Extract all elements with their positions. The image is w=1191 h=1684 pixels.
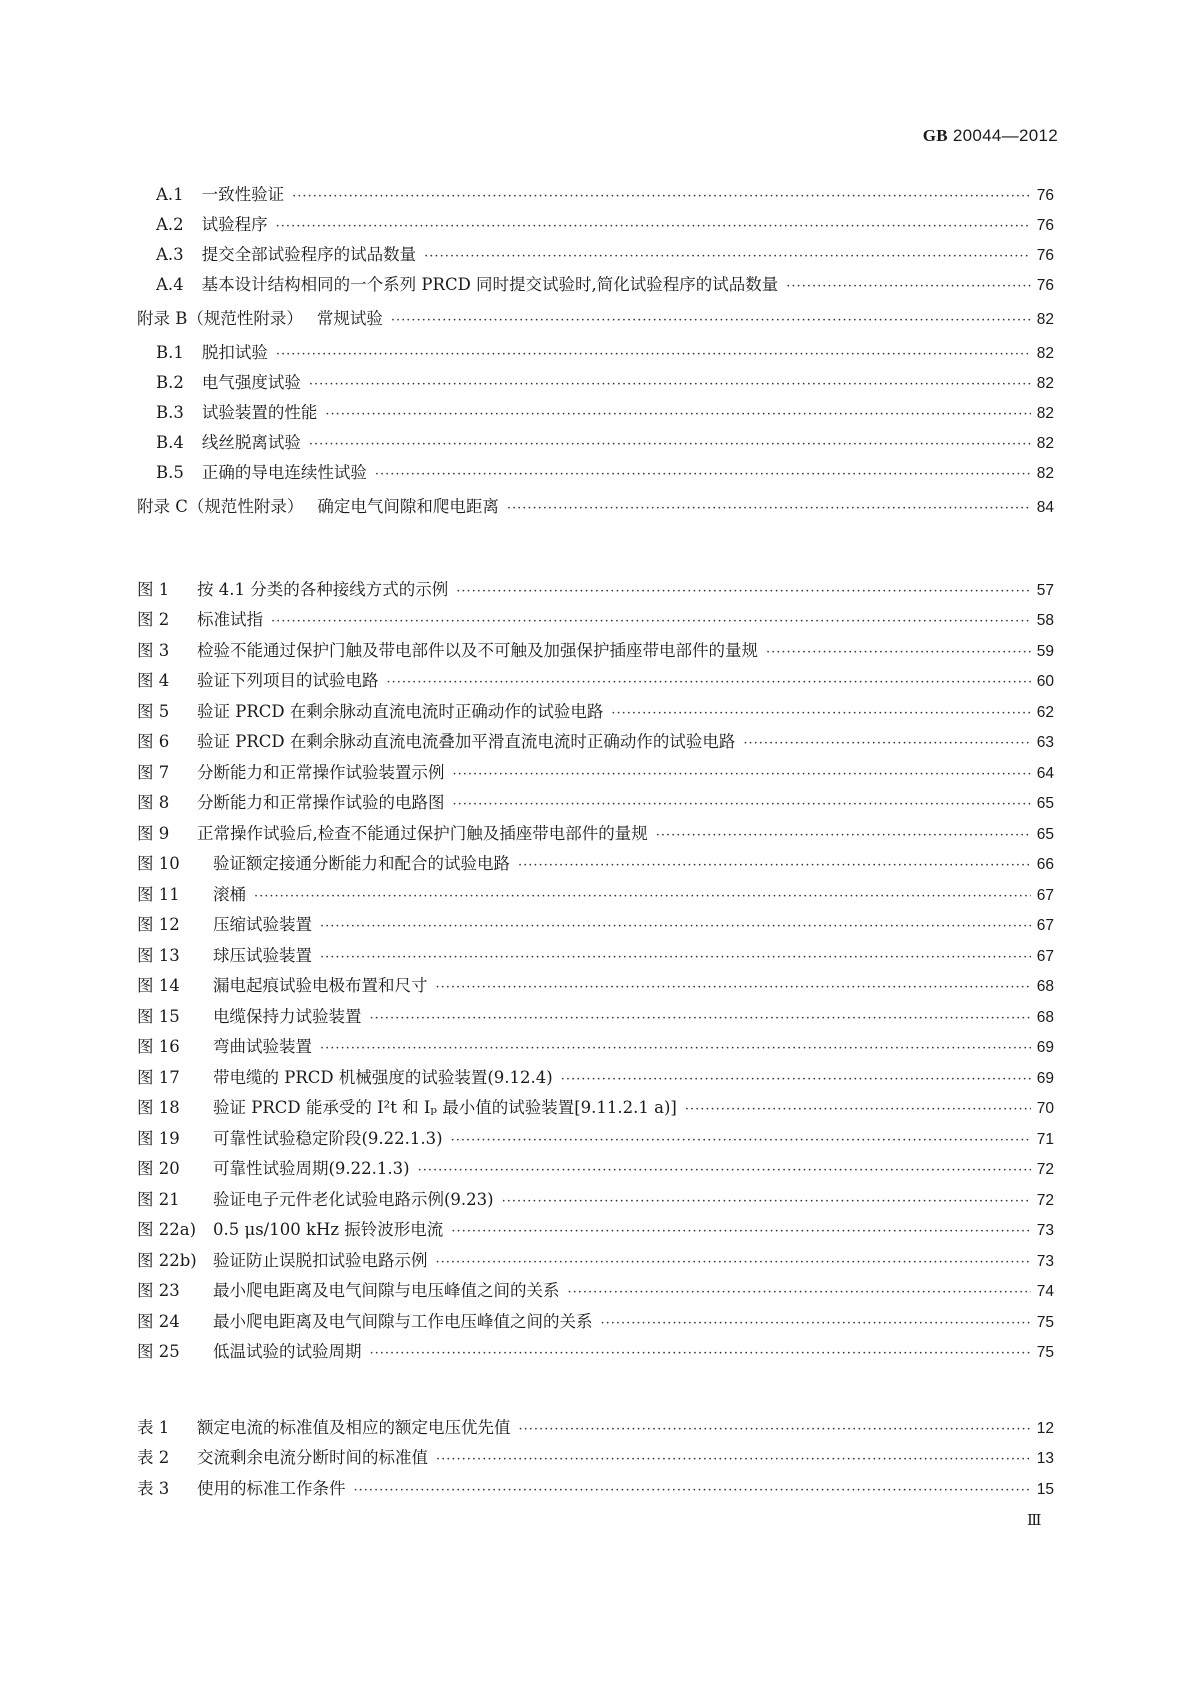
entry-number: 图 18 <box>137 1098 180 1117</box>
entry-title: 分断能力和正常操作试验的电路图 <box>197 793 445 812</box>
entry-page: 73 <box>1036 1253 1054 1270</box>
entry-number: 表 1 <box>137 1418 170 1437</box>
entry-title: 试验程序 <box>201 215 268 234</box>
dot-leader <box>391 310 1031 332</box>
entry-title: 交流剩余电流分断时间的标准值 <box>197 1448 428 1467</box>
entry-number: 表 2 <box>137 1448 170 1467</box>
entry-title: 常规试验 <box>316 309 383 328</box>
entry-page: 67 <box>1036 948 1054 965</box>
entry-number: 图 6 <box>137 732 170 751</box>
toc-entry-figure[interactable] <box>137 1097 1054 1119</box>
entry-title: 漏电起痕试验电极布置和尺寸 <box>213 976 428 995</box>
entry-page: 15 <box>1036 1481 1054 1498</box>
entry-number: 表 3 <box>137 1479 170 1498</box>
entry-page: 73 <box>1036 1222 1054 1239</box>
entry-number: 图 20 <box>137 1159 180 1178</box>
toc-entry-appendix-c[interactable] <box>137 496 1054 518</box>
toc-entry-figure[interactable] <box>137 1280 1054 1302</box>
entry-number: 图 21 <box>137 1190 180 1209</box>
dot-leader <box>568 1282 1031 1304</box>
toc-entry-b4[interactable] <box>156 432 1054 454</box>
entry-page: 60 <box>1036 673 1054 690</box>
entry-number: 图 16 <box>137 1037 180 1056</box>
dot-leader <box>320 1038 1031 1060</box>
entry-number: 图 3 <box>137 641 170 660</box>
entry-page: 65 <box>1036 826 1054 843</box>
entry-number: 图 13 <box>137 946 180 965</box>
entry-page: 82 <box>1036 435 1054 452</box>
entry-page: 76 <box>1036 187 1054 204</box>
entry-page: 74 <box>1036 1283 1054 1300</box>
dot-leader <box>271 611 1031 633</box>
toc-entry-figure[interactable] <box>137 975 1054 997</box>
entry-number: 图 10 <box>137 854 180 873</box>
appendix-label: 附录 C（规范性附录） <box>137 497 304 516</box>
entry-title: 使用的标准工作条件 <box>197 1479 346 1498</box>
entry-title: 脱扣试验 <box>201 343 268 362</box>
entry-title: 一致性验证 <box>201 185 285 204</box>
entry-title: 最小爬电距离及电气间隙与工作电压峰值之间的关系 <box>213 1312 593 1331</box>
entry-page: 75 <box>1036 1344 1054 1361</box>
dot-leader <box>502 1191 1031 1213</box>
dot-leader <box>387 672 1031 694</box>
toc-entry-table[interactable] <box>137 1417 1054 1439</box>
dot-leader <box>276 216 1031 238</box>
entry-page: 68 <box>1036 978 1054 995</box>
entry-number: 图 12 <box>137 915 180 934</box>
dot-leader <box>320 947 1031 969</box>
toc-entry-figure[interactable] <box>137 945 1054 967</box>
entry-page: 64 <box>1036 765 1054 782</box>
entry-title: 线丝脱离试验 <box>201 433 301 452</box>
dot-leader <box>656 825 1031 847</box>
entry-title: 基本设计结构相同的一个系列 PRCD 同时提交试验时,简化试验程序的试品数量 <box>201 275 779 294</box>
entry-title: 验证防止误脱扣试验电路示例 <box>213 1251 428 1270</box>
toc-entry-figure[interactable] <box>137 1311 1054 1333</box>
entry-number: 图 17 <box>137 1068 180 1087</box>
dot-leader <box>370 1343 1031 1365</box>
entry-page: 67 <box>1036 887 1054 904</box>
toc-entry-figure[interactable] <box>137 1006 1054 1028</box>
toc-entry-figure[interactable] <box>137 1341 1054 1363</box>
dot-leader <box>276 344 1031 366</box>
toc-entry-figure[interactable] <box>137 1250 1054 1272</box>
entry-title: 检验不能通过保护门触及带电部件以及不可触及加强保护插座带电部件的量规 <box>197 641 758 660</box>
entry-page: 71 <box>1036 1131 1054 1148</box>
toc-entry-figure[interactable] <box>137 609 1054 631</box>
dot-leader <box>685 1099 1031 1121</box>
entry-title: 标准试指 <box>197 610 263 629</box>
dot-leader <box>418 1160 1031 1182</box>
entry-number: 图 24 <box>137 1312 180 1331</box>
toc-entry-figure[interactable] <box>137 731 1054 753</box>
entry-page: 82 <box>1036 345 1054 362</box>
dot-leader <box>561 1069 1031 1091</box>
toc-entry-figure[interactable] <box>137 701 1054 723</box>
entry-title: 滚桶 <box>213 885 246 904</box>
entry-number: B.3 <box>156 403 184 422</box>
toc-entry-figure[interactable] <box>137 1128 1054 1150</box>
page-number: Ⅲ <box>1027 1511 1042 1529</box>
entry-number: 图 11 <box>137 885 180 904</box>
entry-page: 13 <box>1036 1450 1054 1467</box>
entry-number: B.2 <box>156 373 184 392</box>
toc-entry-b1[interactable] <box>156 342 1054 364</box>
entry-title: 带电缆的 PRCD 机械强度的试验装置(9.12.4) <box>213 1068 553 1087</box>
dot-leader <box>436 1252 1031 1274</box>
toc-entry-a1[interactable] <box>156 184 1054 206</box>
toc-entry-figure[interactable] <box>137 823 1054 845</box>
toc-entry-a3[interactable] <box>156 244 1054 266</box>
entry-number: A.3 <box>156 245 184 264</box>
entry-title: 验证 PRCD 能承受的 I²t 和 Iₚ 最小值的试验装置[9.11.2.1 a)] <box>213 1098 677 1117</box>
toc-entry-figure[interactable] <box>137 1158 1054 1180</box>
dot-leader <box>451 1130 1031 1152</box>
toc-entry-figure[interactable] <box>137 579 1054 601</box>
entry-page: 68 <box>1036 1009 1054 1026</box>
entry-number: 图 8 <box>137 793 170 812</box>
standard-prefix: GB <box>922 126 948 145</box>
dot-leader <box>451 1221 1030 1243</box>
entry-number: 图 9 <box>137 824 170 843</box>
entry-number: 图 15 <box>137 1007 180 1026</box>
entry-number: 图 1 <box>137 580 170 599</box>
toc-entry-figure[interactable] <box>137 792 1054 814</box>
entry-title: 提交全部试验程序的试品数量 <box>201 245 417 264</box>
entry-number: B.5 <box>156 463 184 482</box>
entry-title: 可靠性试验稳定阶段(9.22.1.3) <box>213 1129 443 1148</box>
entry-page: 84 <box>1036 499 1054 516</box>
toc-entry-figure[interactable] <box>137 1189 1054 1211</box>
entry-number: B.4 <box>156 433 184 452</box>
standard-number: 20044—2012 <box>952 126 1058 145</box>
entry-title: 确定电气间隙和爬电距离 <box>317 497 499 516</box>
toc-entry-figure[interactable] <box>137 670 1054 692</box>
entry-title: 正确的导电连续性试验 <box>201 463 367 482</box>
toc-entry-b5[interactable] <box>156 462 1054 484</box>
entry-number: 图 23 <box>137 1281 180 1300</box>
entry-page: 57 <box>1036 582 1054 599</box>
standard-code <box>923 126 1058 146</box>
toc-entry-figure[interactable] <box>137 853 1054 875</box>
entry-title: 弯曲试验装置 <box>213 1037 312 1056</box>
dot-leader <box>370 1008 1031 1030</box>
entry-number: A.4 <box>156 275 184 294</box>
entry-page: 72 <box>1036 1161 1054 1178</box>
entry-number: 图 22a) <box>137 1220 197 1239</box>
entry-title: 球压试验装置 <box>213 946 312 965</box>
entry-title: 额定电流的标准值及相应的额定电压优先值 <box>197 1418 511 1437</box>
dot-leader <box>453 764 1031 786</box>
dot-leader <box>325 404 1030 426</box>
entry-page: 66 <box>1036 856 1054 873</box>
dot-leader <box>309 434 1031 456</box>
dot-leader <box>601 1313 1031 1335</box>
entry-number: 图 5 <box>137 702 170 721</box>
entry-page: 72 <box>1036 1192 1054 1209</box>
entry-title: 电缆保持力试验装置 <box>213 1007 362 1026</box>
toc-entry-table[interactable] <box>137 1447 1054 1469</box>
entry-number: 图 4 <box>137 671 170 690</box>
entry-page: 82 <box>1036 405 1054 422</box>
dot-leader <box>519 1419 1031 1441</box>
dot-leader <box>456 581 1031 603</box>
entry-title: 验证额定接通分断能力和配合的试验电路 <box>213 854 510 873</box>
entry-title: 压缩试验装置 <box>213 915 312 934</box>
entry-title: 正常操作试验后,检查不能通过保护门触及插座带电部件的量规 <box>197 824 648 843</box>
entry-title: 分断能力和正常操作试验装置示例 <box>197 763 445 782</box>
dot-leader <box>375 464 1031 486</box>
toc-entry-b3[interactable] <box>156 402 1054 424</box>
entry-number: 图 2 <box>137 610 170 629</box>
entry-page: 65 <box>1036 795 1054 812</box>
entry-title: 电气强度试验 <box>201 373 301 392</box>
toc-entry-figure[interactable] <box>137 1067 1054 1089</box>
toc-entry-table[interactable] <box>137 1478 1054 1500</box>
dot-leader <box>436 977 1031 999</box>
entry-title: 按 4.1 分类的各种接线方式的示例 <box>197 580 449 599</box>
toc-entry-figure[interactable] <box>137 1219 1054 1241</box>
appendix-label: 附录 B（规范性附录） <box>137 309 303 328</box>
dot-leader <box>436 1449 1031 1471</box>
entry-title: 验证 PRCD 在剩余脉动直流电流时正确动作的试验电路 <box>197 702 604 721</box>
dot-leader <box>507 498 1031 520</box>
entry-number: 图 7 <box>137 763 170 782</box>
entry-page: 75 <box>1036 1314 1054 1331</box>
dot-leader <box>611 703 1030 725</box>
dot-leader <box>254 886 1031 908</box>
toc-entry-figure[interactable] <box>137 914 1054 936</box>
entry-page: 76 <box>1036 217 1054 234</box>
entry-title: 验证 PRCD 在剩余脉动直流电流叠加平滑直流电流时正确动作的试验电路 <box>197 732 736 751</box>
entry-page: 82 <box>1036 375 1054 392</box>
entry-title: 验证下列项目的试验电路 <box>197 671 379 690</box>
toc-entry-b2[interactable] <box>156 372 1054 394</box>
toc-entry-a4[interactable] <box>156 274 1054 296</box>
toc-entry-figure[interactable] <box>137 640 1054 662</box>
entry-number: A.1 <box>156 185 184 204</box>
entry-page: 76 <box>1036 247 1054 264</box>
entry-page: 76 <box>1036 277 1054 294</box>
entry-number: 图 19 <box>137 1129 180 1148</box>
toc-entry-appendix-b[interactable] <box>137 308 1054 330</box>
entry-number: B.1 <box>156 343 184 362</box>
dot-leader <box>786 276 1030 298</box>
entry-page: 82 <box>1036 465 1054 482</box>
dot-leader <box>453 794 1031 816</box>
toc-entry-a2[interactable] <box>156 214 1054 236</box>
toc-entry-figure[interactable] <box>137 762 1054 784</box>
dot-leader <box>309 374 1031 396</box>
entry-page: 59 <box>1036 643 1054 660</box>
entry-title: 低温试验的试验周期 <box>213 1342 362 1361</box>
toc-entry-figure[interactable] <box>137 1036 1054 1058</box>
entry-number: A.2 <box>156 215 184 234</box>
entry-title: 试验装置的性能 <box>201 403 318 422</box>
entry-number: 图 22b) <box>137 1251 197 1270</box>
dot-leader <box>354 1480 1031 1502</box>
entry-page: 69 <box>1036 1039 1054 1056</box>
entry-title: 0.5 μs/100 kHz 振铃波形电流 <box>213 1220 444 1239</box>
entry-page: 67 <box>1036 917 1054 934</box>
entry-title: 最小爬电距离及电气间隙与电压峰值之间的关系 <box>213 1281 560 1300</box>
entry-page: 82 <box>1036 311 1054 328</box>
entry-page: 70 <box>1036 1100 1054 1117</box>
dot-leader <box>518 855 1031 877</box>
dot-leader <box>424 246 1031 268</box>
entry-title: 验证电子元件老化试验电路示例(9.23) <box>213 1190 494 1209</box>
dot-leader <box>292 186 1031 208</box>
entry-page: 69 <box>1036 1070 1054 1087</box>
dot-leader <box>766 642 1031 664</box>
toc-entry-figure[interactable] <box>137 884 1054 906</box>
entry-number: 图 14 <box>137 976 180 995</box>
entry-page: 12 <box>1036 1420 1054 1437</box>
dot-leader <box>320 916 1031 938</box>
entry-page: 62 <box>1036 704 1054 721</box>
entry-page: 58 <box>1036 612 1054 629</box>
entry-title: 可靠性试验周期(9.22.1.3) <box>213 1159 410 1178</box>
entry-number: 图 25 <box>137 1342 180 1361</box>
entry-page: 63 <box>1036 734 1054 751</box>
dot-leader <box>743 733 1030 755</box>
